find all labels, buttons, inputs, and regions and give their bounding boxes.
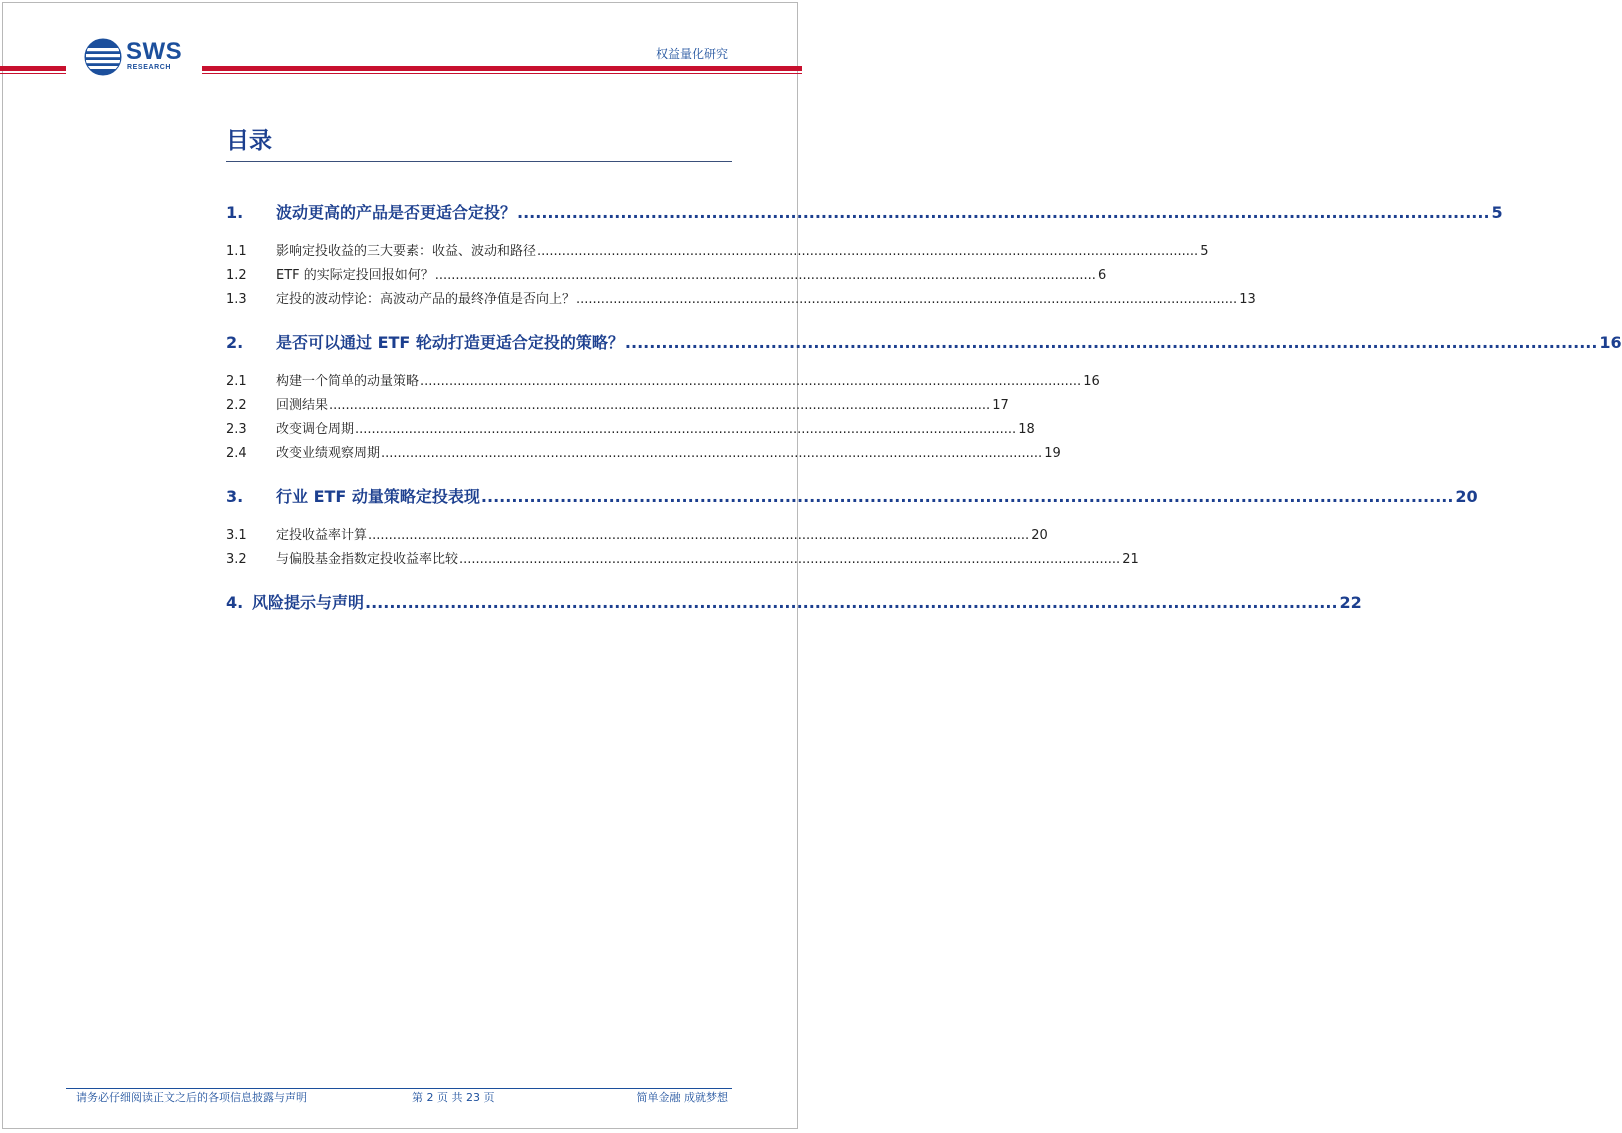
toc-title: 目录: [226, 128, 272, 154]
toc-entry-title: 波动更高的产品是否更适合定投？: [276, 203, 517, 222]
toc-leader-dots: ................................................................................................................................................................: [381, 446, 1043, 461]
toc-entry-3-2[interactable]: [226, 548, 1139, 572]
toc-entry-title: 风险提示与声明: [252, 593, 365, 612]
toc-entry-2-4[interactable]: [226, 442, 1061, 466]
toc-entry-number: 2.1: [226, 374, 247, 389]
toc-entry-2-2[interactable]: [226, 394, 1009, 418]
toc-entry-number: 2.2: [226, 398, 247, 413]
toc-leader-dots: ................................................................................................................................................................: [537, 244, 1199, 259]
toc-entry-1-3[interactable]: [226, 288, 1256, 312]
toc-entry-2[interactable]: [226, 330, 1622, 356]
toc-leader-dots: ................................................................................................................................................................: [624, 333, 1598, 352]
toc-entry-title: 与偏股基金指数定投收益率比较: [276, 552, 459, 567]
toc-entry-page: 16: [1083, 374, 1100, 389]
toc-entry-page: 22: [1339, 593, 1362, 612]
logo-subtitle: RESEARCH: [127, 64, 172, 71]
toc-entry-page: 5: [1200, 244, 1209, 259]
toc-entry-title: 定投的波动悖论：高波动产品的最终净值是否向上？: [276, 292, 576, 307]
toc-entry-4[interactable]: [226, 590, 1362, 616]
toc-entry-page: 18: [1018, 422, 1035, 437]
logo-name: SWS: [126, 38, 183, 65]
department-label: 权益量化研究: [655, 47, 728, 61]
header-rule-left: [0, 66, 66, 71]
toc-entry-2-1[interactable]: [226, 370, 1100, 394]
footer-disclaimer: 请务必仔细阅读正文之后的各项信息披露与声明: [76, 1091, 307, 1104]
toc-leader-dots: ................................................................................................................................................................: [434, 268, 1096, 283]
toc-entry-page: 16: [1599, 333, 1622, 352]
toc-entry-3-1[interactable]: [226, 524, 1048, 548]
toc-entry-title: 构建一个简单的动量策略: [276, 374, 420, 389]
toc-entry-page: 21: [1122, 552, 1139, 567]
toc-entry-number: 1.2: [226, 268, 247, 283]
toc-leader-dots: ................................................................................................................................................................: [365, 593, 1338, 612]
toc-entry-page: 5: [1491, 203, 1503, 222]
toc-entry-number: 3.2: [226, 552, 247, 567]
toc-entry-1-1[interactable]: [226, 240, 1209, 264]
toc-entry-1-2[interactable]: [226, 264, 1107, 288]
toc-entry-title: 影响定投收益的三大要素：收益、波动和路径: [276, 244, 537, 259]
toc-entry-number: 4.: [226, 593, 244, 612]
toc-entry-title: 行业 ETF 动量策略定投表现: [276, 487, 480, 506]
toc-entry-page: 6: [1097, 268, 1107, 283]
toc-entry-2-3[interactable]: [226, 418, 1035, 442]
toc-entry-number: 1.: [226, 203, 244, 222]
toc-entry-number: 2.3: [226, 422, 247, 437]
toc-leader-dots: ................................................................................................................................................................: [459, 552, 1121, 567]
toc-entry-number: 2.: [226, 333, 244, 352]
toc-entry-number: 1.1: [226, 244, 247, 259]
toc-entry-page: 20: [1455, 487, 1478, 506]
toc-entry-title: 改变调仓周期: [276, 422, 355, 437]
header-thin-rule-left: [0, 73, 66, 74]
toc-leader-dots: ................................................................................................................................................................: [480, 487, 1454, 506]
sws-globe-icon: [84, 38, 122, 76]
header-thin-rule-right: [202, 73, 802, 74]
toc-entry-title: 改变业绩观察周期: [276, 446, 381, 461]
toc-entry-title: 回测结果: [276, 398, 329, 413]
toc-leader-dots: ................................................................................................................................................................: [576, 292, 1238, 307]
toc-leader-dots: ................................................................................................................................................................: [517, 203, 1490, 222]
toc-entry-page: 19: [1044, 446, 1061, 461]
toc-entry-number: 3.: [226, 487, 244, 506]
footer-page-info: 第 2 页 共 23 页: [412, 1091, 495, 1104]
toc-entry-page: 13: [1239, 292, 1256, 307]
toc-leader-dots: ................................................................................................................................................................: [368, 528, 1030, 543]
toc-entry-title: 定投收益率计算: [276, 528, 368, 543]
toc-leader-dots: ................................................................................................................................................................: [420, 374, 1082, 389]
toc-entry-number: 3.1: [226, 528, 247, 543]
toc-leader-dots: ................................................................................................................................................................: [355, 422, 1017, 437]
toc-entry-number: 1.3: [226, 292, 247, 307]
toc-entry-1[interactable]: [226, 200, 1503, 226]
toc-leader-dots: ................................................................................................................................................................: [329, 398, 991, 413]
toc-entry-title: 是否可以通过 ETF 轮动打造更适合定投的策略？: [276, 333, 624, 352]
toc-entry-page: 17: [992, 398, 1009, 413]
footer-slogan: 简单金融 成就梦想: [636, 1091, 728, 1104]
toc-entry-3[interactable]: [226, 484, 1478, 510]
toc-entry-page: 20: [1031, 528, 1048, 543]
sws-logo: [84, 38, 194, 76]
toc-entry-title: ETF 的实际定投回报如何？: [276, 268, 434, 283]
header-rule-right: [202, 66, 802, 71]
toc-entry-number: 2.4: [226, 446, 247, 461]
footer-rule: [66, 1088, 732, 1089]
table-of-contents: [226, 200, 1622, 616]
title-underline: [226, 161, 732, 162]
